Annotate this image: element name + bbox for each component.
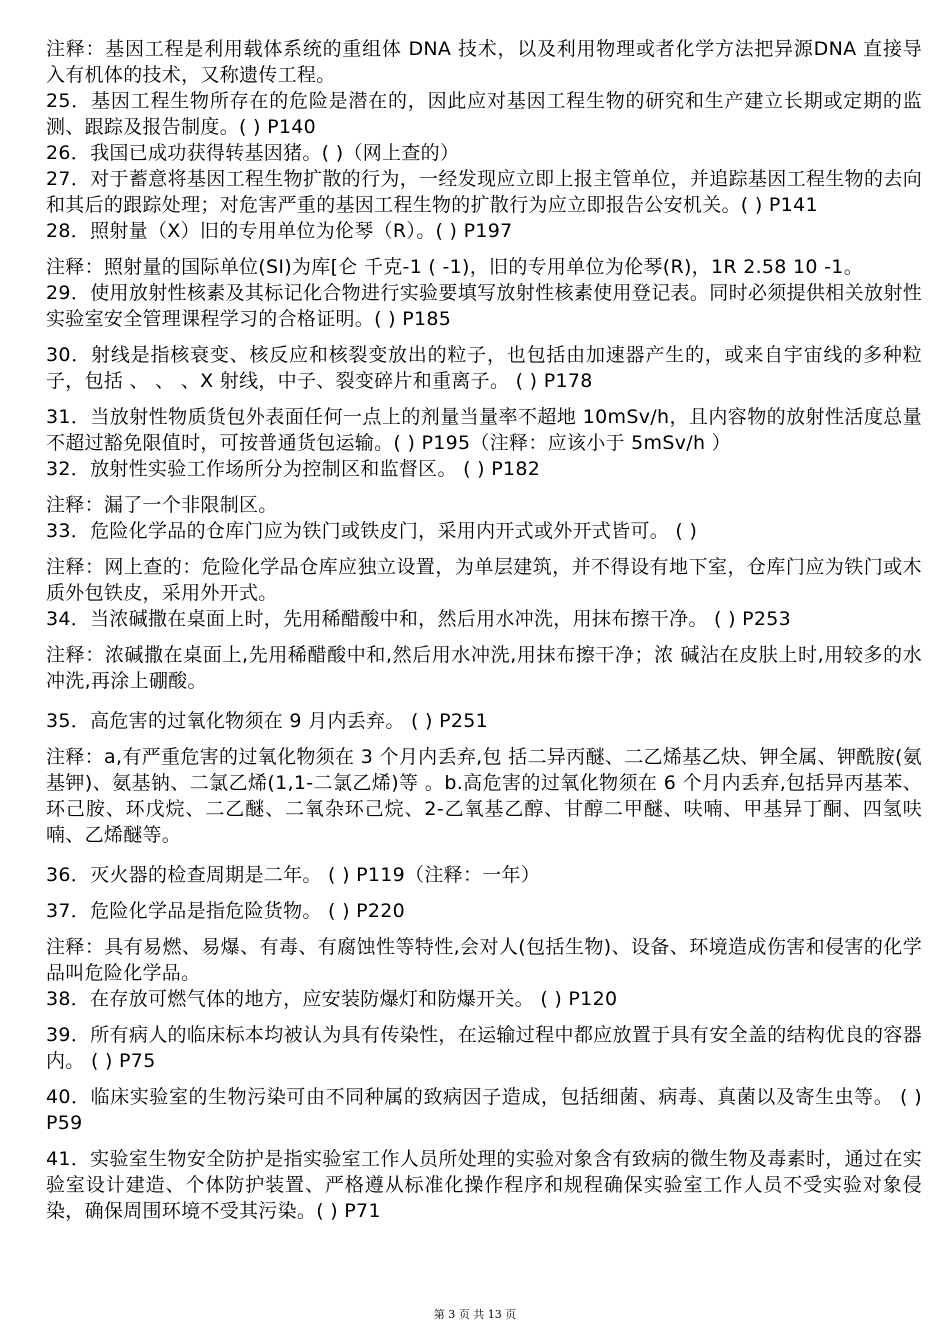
note-34: 注释：浓碱撒在桌面上,先用稀醋酸中和,然后用水冲洗,用抹布擦干净；浓 碱沾在皮肤上时,用较多的水冲洗,再涂上硼酸。 — [46, 644, 922, 692]
question-28: 28．照射量（X）旧的专用单位为伦琴（R）。( ) P197 — [46, 220, 513, 242]
question-41: 41．实验室生物安全防护是指实验室工作人员所处理的实验对象含有致病的微生物及毒素时，通过在实验室设计建造、个体防护装置、严格遵从标准化操作程序和规程确保实验室工作人员不受实验对象侵染，确保周围环境不受其污染。( ) P71 — [46, 1148, 922, 1222]
question-38: 38．在存放可燃气体的地方，应安装防爆灯和防爆开关。 ( ) P120 — [46, 988, 618, 1010]
question-25: 25．基因工程生物所存在的危险是潜在的，因此应对基因工程生物的研究和生产建立长期或定期的监测、跟踪及报告制度。( ) P140 — [46, 90, 922, 138]
note-24: 注释：基因工程是利用载体系统的重组体 DNA 技术，以及利用物理或者化学方法把异源DNA 直接导入有机体的技术，又称遗传工程。 — [46, 38, 922, 86]
question-29: 29．使用放射性核素及其标记化合物进行实验要填写放射性核素使用登记表。同时必须提供相关放射性实验室安全管理课程学习的合格证明。( ) P185 — [46, 282, 922, 330]
question-36: 36．灭火器的检查周期是二年。 ( ) P119（注释：一年） — [46, 864, 541, 886]
question-40: 40．临床实验室的生物污染可由不同种属的致病因子造成，包括细菌、病毒、真菌以及寄生虫等。 ( ) P59 — [46, 1086, 922, 1134]
question-35: 35．高危害的过氧化物须在 9 月内丢弃。 ( ) P251 — [46, 710, 489, 732]
page-footer: 第 3 页 共 13 页 — [433, 1308, 517, 1321]
question-31: 31．当放射性物质货包外表面任何一点上的剂量当量率不超地 10mSv/h，且内容物的放射性活度总量不超过豁免限值时，可按普通货包运输。( ) P195（注释：应该小于 5mSv/h ） — [46, 406, 922, 454]
question-39: 39．所有病人的临床标本均被认为具有传染性，在运输过程中都应放置于具有安全盖的结构优良的容器内。 ( ) P75 — [46, 1024, 922, 1072]
question-37: 37．危险化学品是指危险货物。 ( ) P220 — [46, 900, 406, 922]
question-27: 27．对于蓄意将基因工程生物扩散的行为，一经发现应立即上报主管单位，并追踪基因工程生物的去向和其后的跟踪处理；对危害严重的基因工程生物的扩散行为应立即报告公安机关。( ) P141 — [46, 168, 922, 216]
document-body — [46, 36, 922, 1224]
note-37: 注释：具有易燃、易爆、有毒、有腐蚀性等特性,会对人(包括生物)、设备、环境造成伤害和侵害的化学品叫危险化学品。 — [46, 936, 922, 984]
question-34: 34．当浓碱撒在桌面上时，先用稀醋酸中和，然后用水冲洗，用抹布擦干净。 ( ) P253 — [46, 608, 792, 630]
question-32: 32．放射性实验工作场所分为控制区和监督区。 ( ) P182 — [46, 458, 541, 480]
question-30: 30．射线是指核衰变、核反应和核裂变放出的粒子，也包括由加速器产生的，或来自宇宙线的多种粒子，包括 、 、 、X 射线，中子、裂变碎片和重离子。 ( ) P178 — [46, 344, 922, 392]
note-32: 注释：漏了一个非限制区。 — [46, 494, 278, 516]
note-33: 注释：网上查的：危险化学品仓库应独立设置，为单层建筑，并不得设有地下室，仓库门应为铁门或木质外包铁皮，采用外开式。 — [46, 556, 922, 604]
question-26: 26．我国已成功获得转基因猪。( )（网上查的） — [46, 142, 460, 164]
question-33: 33．危险化学品的仓库门应为铁门或铁皮门，采用内开式或外开式皆可。 ( ) — [46, 520, 698, 542]
note-35: 注释：a,有严重危害的过氧化物须在 3 个月内丢弃,包 括二异丙醚、二乙烯基乙炔、钾全属、钾酰胺(氨基钾)、氨基钠、二氯乙烯(1,1-二氯乙烯)等 。b.高危害的过氧化物须在 6 个月内丢弃,包括异丙基苯、环己胺、环戊烷、二乙醚、二氧杂环己烷、2-乙氧基乙醇、甘醇二甲醚、呋喃、甲基异丁酮、四氢呋喃、乙烯醚等。 — [46, 746, 922, 846]
note-28: 注释：照射量的国际单位(SI)为库[仑 千克-1 ( -1)，旧的专用单位为伦琴(R)，1R 2.58 10 -1。 — [46, 256, 863, 278]
